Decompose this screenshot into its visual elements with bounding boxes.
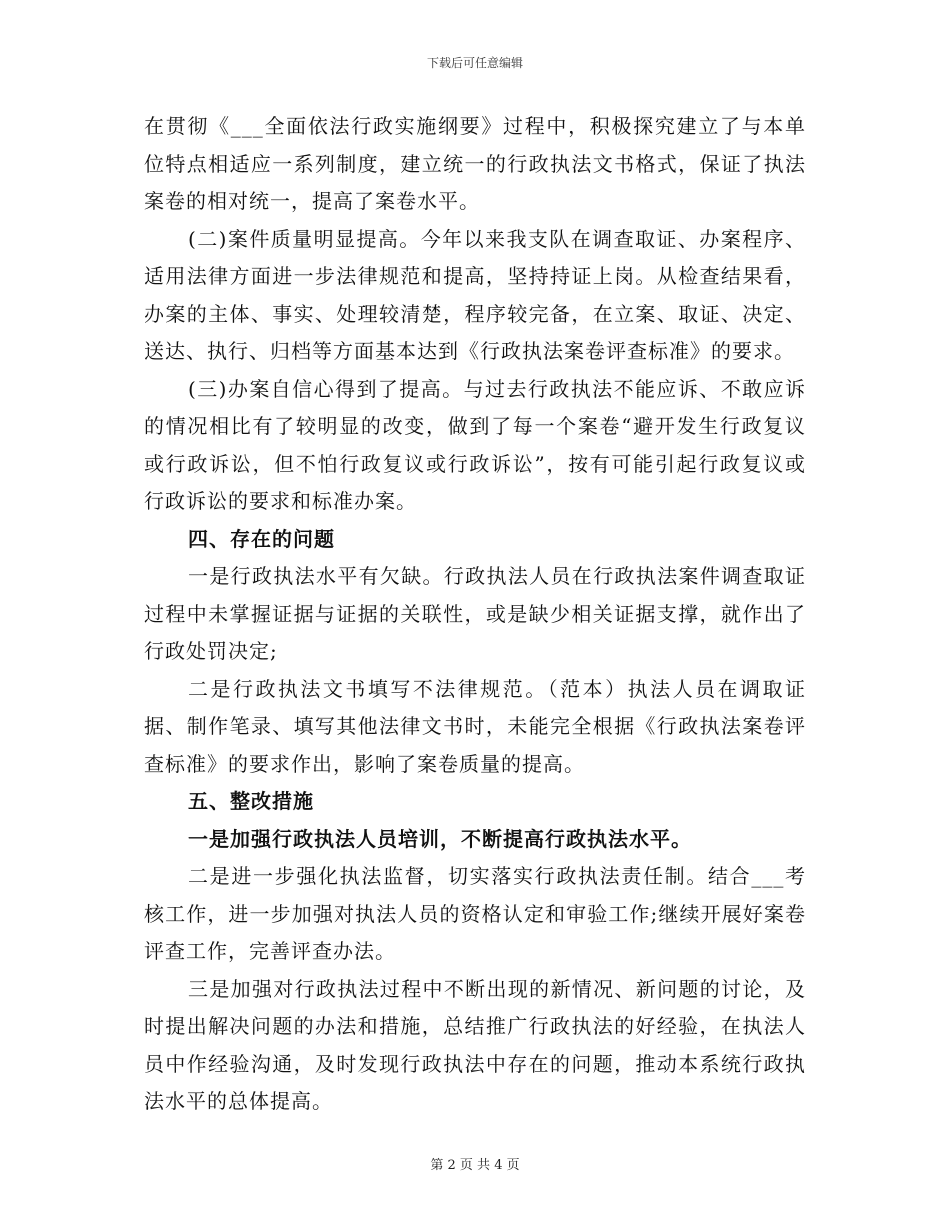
paragraph-problem-1: 一是行政执法水平有欠缺。行政执法人员在行政执法案件调查取证过程中未掌握证据与证据的关联性，或是缺少相关证据支撑，就作出了行政处罚决定;	[144, 564, 806, 663]
paragraph-continuation: 在贯彻《___全面依法行政实施纲要》过程中，积极探究建立了与本单位特点相适应一系列制度，建立统一的行政执法文书格式，保证了执法案卷的相对统一，提高了案卷水平。	[144, 114, 806, 213]
paragraph-measure-1: 一是加强行政执法人员培训，不断提高行政执法水平。	[188, 826, 692, 851]
page-header: 下载后可任意编辑	[426, 56, 523, 70]
paragraph-case-quality: (二)案件质量明显提高。今年以来我支队在调查取证、办案程序、适用法律方面进一步法律规范和提高，坚持持证上岗。从检查结果看，办案的主体、事实、处理较清楚，程序较完备，在立案、取证、决定、送达、执行、归档等方面基本达到《行政执法案卷评查标准》的要求。	[144, 226, 806, 363]
paragraph-measure-2: 二是进一步强化执法监督，切实落实行政执法责任制。结合___考核工作，进一步加强对执法人员的资格认定和审验工作;继续开展好案卷评查工作，完善评查办法。	[144, 864, 806, 963]
document-body	[144, 108, 806, 1121]
section-heading-problems: 四、存在的问题	[188, 526, 335, 551]
paragraph-problem-2: 二是行政执法文书填写不法律规范。（范本）执法人员在调取证据、制作笔录、填写其他法律文书时，未能完全根据《行政执法案卷评查标准》的要求作出，影响了案卷质量的提高。	[144, 676, 806, 776]
section-heading-measures: 五、整改措施	[188, 789, 314, 813]
paragraph-confidence: (三)办案自信心得到了提高。与过去行政执法不能应诉、不敢应诉的情况相比有了较明显的改变，做到了每一个案卷“避开发生行政复议或行政诉讼，但不怕行政复议或行政诉讼”，按有可能引起行政复议或行政诉讼的要求和标准办案。	[144, 376, 806, 513]
page-footer: 第 2 页 共 4 页	[430, 1158, 520, 1173]
paragraph-measure-3: 三是加强对行政执法过程中不断出现的新情况、新问题的讨论，及时提出解决问题的办法和措施，总结推广行政执法的好经验，在执法人员中作经验沟通，及时发现行政执法中存在的问题，推动本系统行政执法水平的总体提高。	[144, 976, 806, 1113]
